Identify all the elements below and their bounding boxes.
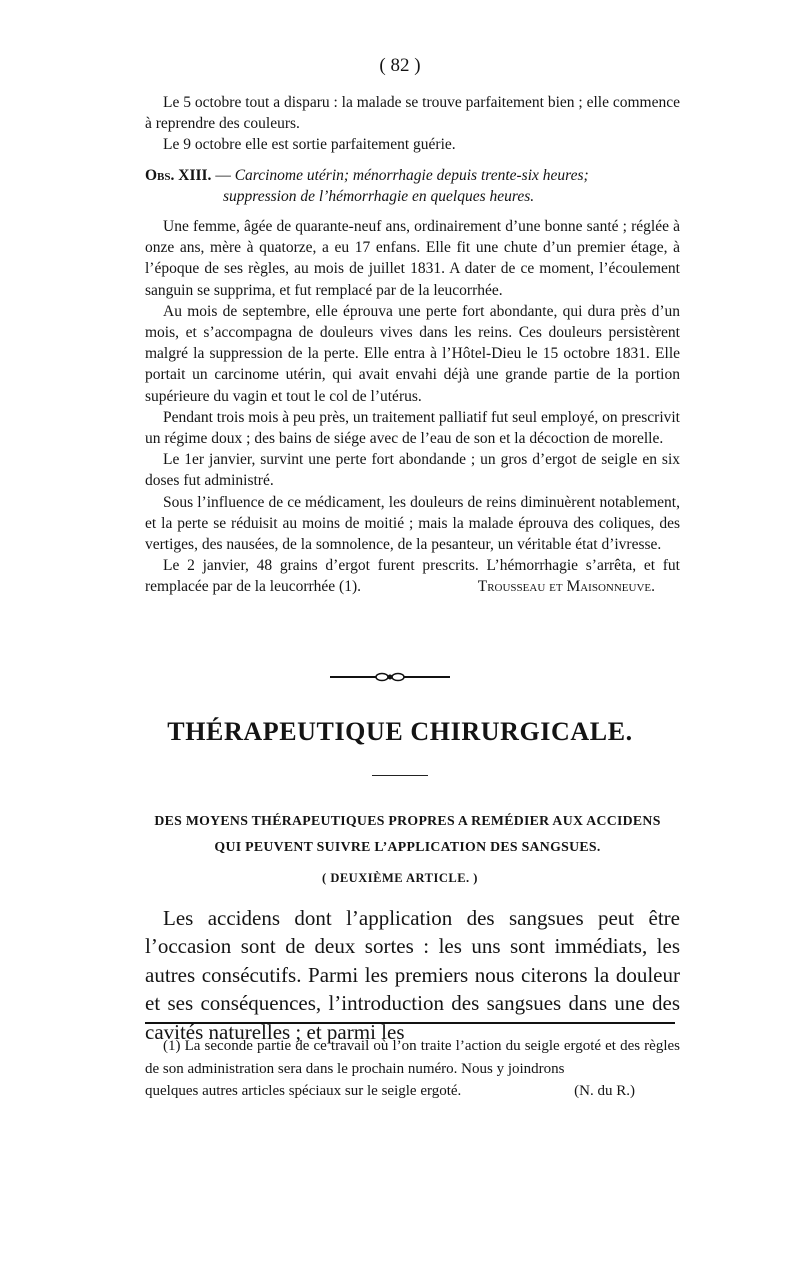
subheading-line1: DES MOYENS THÉRAPEUTIQUES PROPRES A REMÉDIER AUX ACCIDENS: [154, 813, 661, 828]
observation-label: Obs. XIII.: [145, 167, 212, 184]
page-number: ( 82 ): [379, 55, 421, 76]
short-rule: [372, 775, 428, 776]
last-paragraph-line1: Le 2 janvier, 48 grains d’ergot furent prescrits. L’hémorrhagie s’arrêta, et fut: [163, 557, 680, 575]
observation-body: [145, 216, 680, 598]
subheading: [135, 808, 680, 860]
footnote-reference: (N. du R.): [574, 1083, 635, 1099]
footnote-text: (1) La seconde partie de ce travail où l’on traite l’action du seigle ergoté et des règles de son administration sera dans le prochain numéro. Nous y joindrons: [145, 1038, 680, 1077]
observation-title-line2: suppression de l’hémorrhagie en quelques heures.: [223, 188, 535, 206]
authors: Trousseau et Maisonneuve.: [477, 578, 655, 596]
paragraph: Le 9 octobre elle est sortie parfaitement guérie.: [163, 136, 456, 154]
footnote: [145, 1035, 680, 1103]
paragraph: Une femme, âgée de quarante-neuf ans, ordinairement d’une bonne santé ; réglée à onze ans, mère à quatorze, a eu 17 enfans. Elle fit une chute d’un premier étage, à l’époque de ses règles, au mois de juillet 1831. A dater de ce moment, l’écoulement sanguin se supprima, et fut remplacé par de la leucorrhée.: [145, 218, 680, 299]
paragraph: Le 5 octobre tout a disparu : la malade se trouve parfaitement bien ; elle commence à reprendre des couleurs.: [145, 94, 680, 133]
signature-line: [145, 576, 680, 597]
large-paragraph: Les accidens dont l’application des sangsues peut être l’occasion sont de deux sortes : les uns sont immédiats, les autres consécutifs. Parmi les premiers nous citerons la douleur et ses conséquences, l’introduction des sangsues dans une des cavités naturelles ; et parmi les: [145, 906, 680, 1044]
footnote-rule: [145, 1022, 675, 1024]
observation-dash: —: [215, 167, 231, 184]
paragraph: Le 1er janvier, survint une perte fort abondande ; un gros d’ergot de seigle en six doses fut administré.: [145, 451, 680, 490]
paragraph: Au mois de septembre, elle éprouva une perte fort abondante, qui dura près d’un mois, et s’accompagna de douleurs vives dans les reins. Ces douleurs persistèrent malgré la suppression de la perte. Elle entra à l’Hôtel-Dieu le 15 octobre 1831. Elle portait un carcinome utérin, qui avait envahi déjà une grande partie de la portion supérieure du vagin et tout le col de l’utérus.: [145, 302, 680, 405]
top-text: [145, 92, 680, 156]
section-heading: THÉRAPEUTIQUE CHIRURGICALE.: [167, 717, 633, 746]
paragraph: Sous l’influence de ce médicament, les douleurs de reins diminuèrent notablement, et la perte se réduisit au moins de moitié ; mais la malade éprouva des coliques, des vertiges, des nausées, de la somnolence, de la pesanteur, un véritable état d’ivresse.: [145, 493, 680, 554]
observation-title-line1: Carcinome utérin; ménorrhagie depuis trente-six heures;: [234, 167, 589, 184]
ornament-divider: [330, 669, 450, 685]
footnote-last-line: [145, 1080, 680, 1103]
last-paragraph-line2: remplacée par de la leucorrhée (1).: [145, 578, 362, 596]
paragraph: Pendant trois mois à peu près, un traitement palliatif fut seul employé, on prescrivit un régime doux ; des bains de siége avec de l’eau de son et la décoction de morelle.: [145, 408, 680, 448]
subheading-line2: QUI PEUVENT SUIVRE L’APPLICATION DES SANGSUES.: [214, 839, 601, 854]
observation-title: [145, 165, 680, 207]
article-label: ( DEUXIÈME ARTICLE. ): [322, 871, 478, 885]
footnote-last-line-text: quelques autres articles spéciaux sur le seigle ergoté.: [145, 1083, 462, 1099]
